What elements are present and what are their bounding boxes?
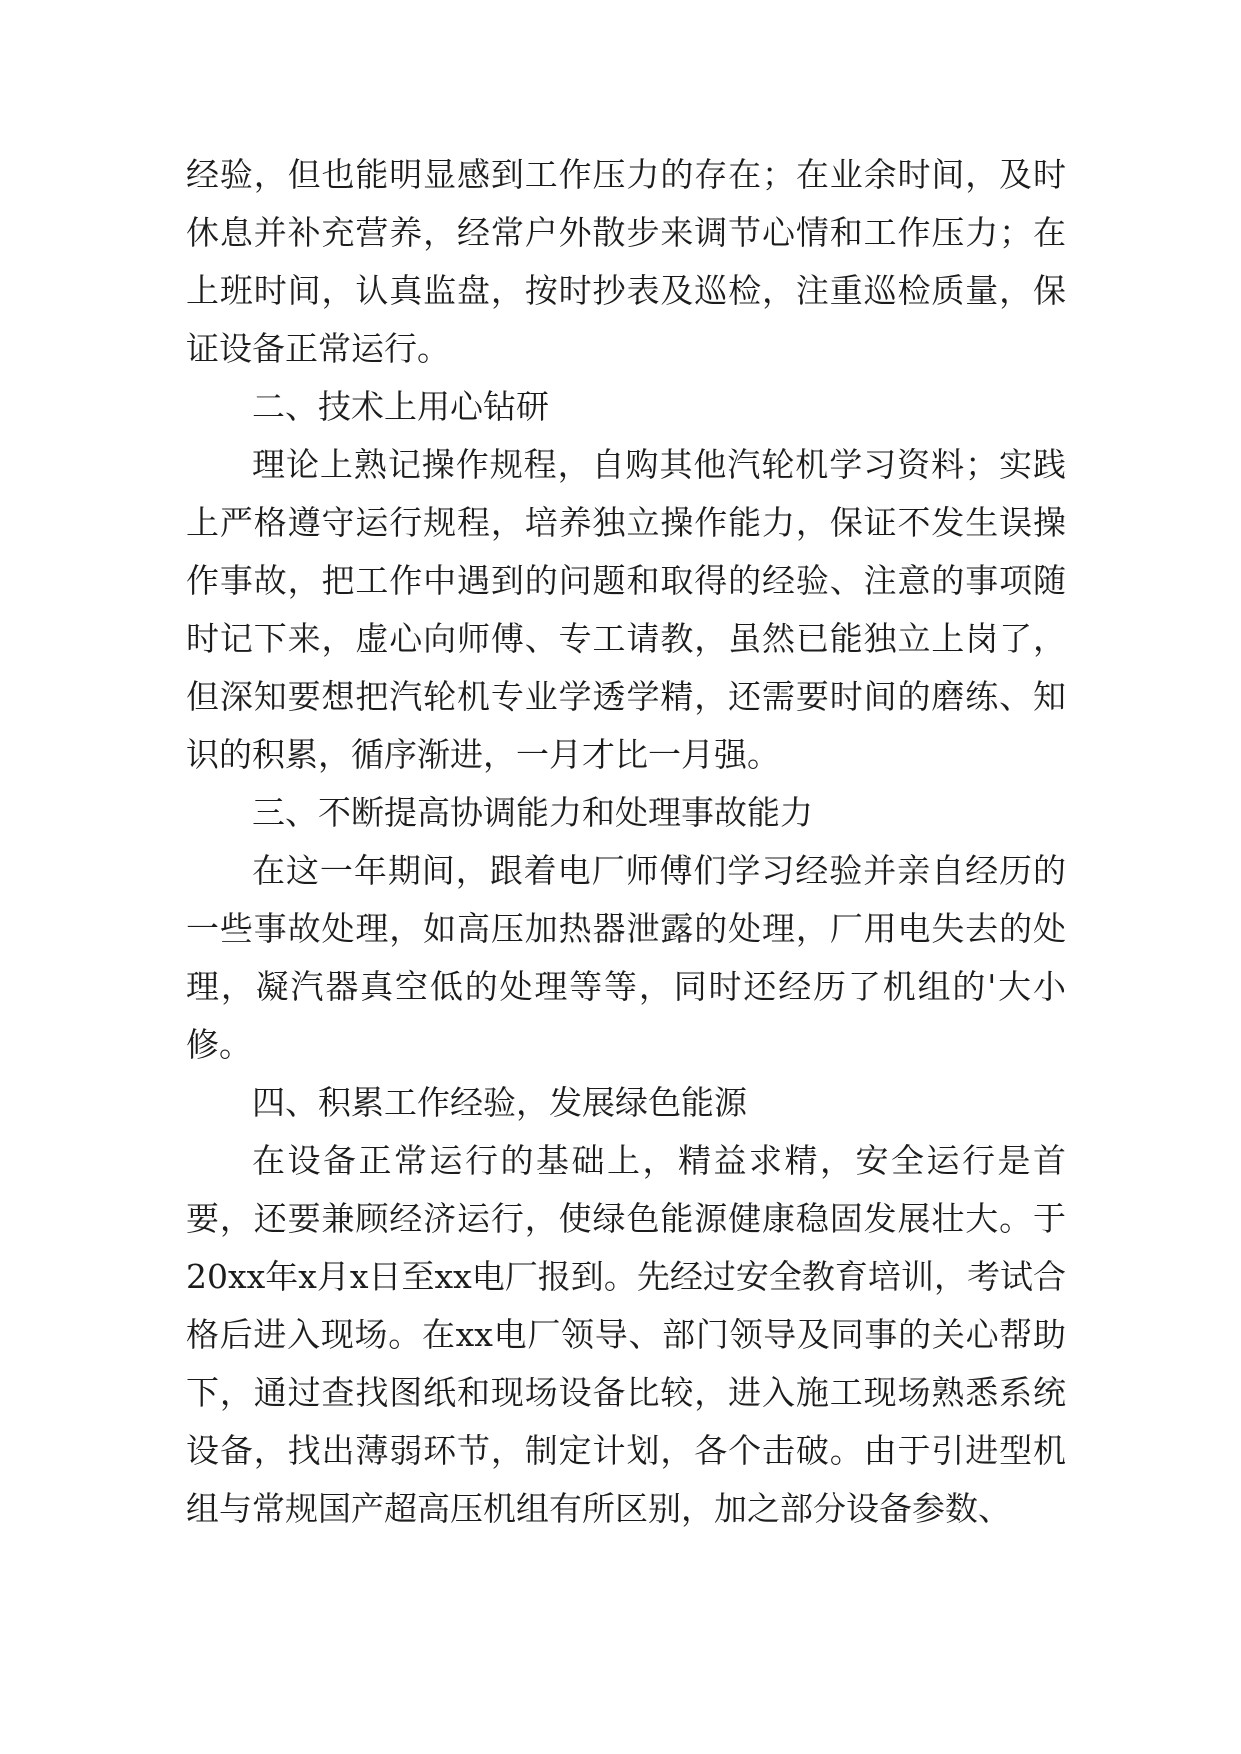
paragraph-green-energy: 在设备正常运行的基础上，精益求精，安全运行是首要，还要兼顾经济运行，使绿色能源健康稳固发展壮大。于20xx年x月x日至xx电厂报到。先经过安全教育培训，考试合格后进入现场。在xx电厂领导、部门领导及同事的关心帮助下，通过查找图纸和现场设备比较，进入施工现场熟悉系统设备，找出薄弱环节，制定计划，各个击破。由于引进型机组与常规国产超高压机组有所区别，加之部分设备参数、: [186, 1141, 1066, 1528]
paragraph-continuation: 经验，但也能明显感到工作压力的存在；在业余时间，及时休息并补充营养，经常户外散步来调节心情和工作压力；在上班时间，认真监盘，按时抄表及巡检，注重巡检质量，保证设备正常运行。: [186, 155, 1066, 368]
section-heading-3: 三、不断提高协调能力和处理事故能力: [252, 793, 813, 832]
section-heading-4: 四、积累工作经验，发展绿色能源: [252, 1083, 747, 1122]
paragraph-accident-handling: 在这一年期间，跟着电厂师傅们学习经验并亲自经历的一些事故处理，如高压加热器泄露的处理，厂用电失去的处理，凝汽器真空低的处理等等，同时还经历了机组的'大小修。: [186, 851, 1066, 1064]
paragraph-technical-study: 理论上熟记操作规程，自购其他汽轮机学习资料；实践上严格遵守运行规程，培养独立操作能力，保证不发生误操作事故，把工作中遇到的问题和取得的经验、注意的事项随时记下来，虚心向师傅、专工请教，虽然已能独立上岗了，但深知要想把汽轮机专业学透学精，还需要时间的磨练、知识的积累，循序渐进，一月才比一月强。: [186, 445, 1066, 774]
document-body: [186, 146, 1066, 1538]
section-heading-2: 二、技术上用心钻研: [252, 387, 549, 426]
